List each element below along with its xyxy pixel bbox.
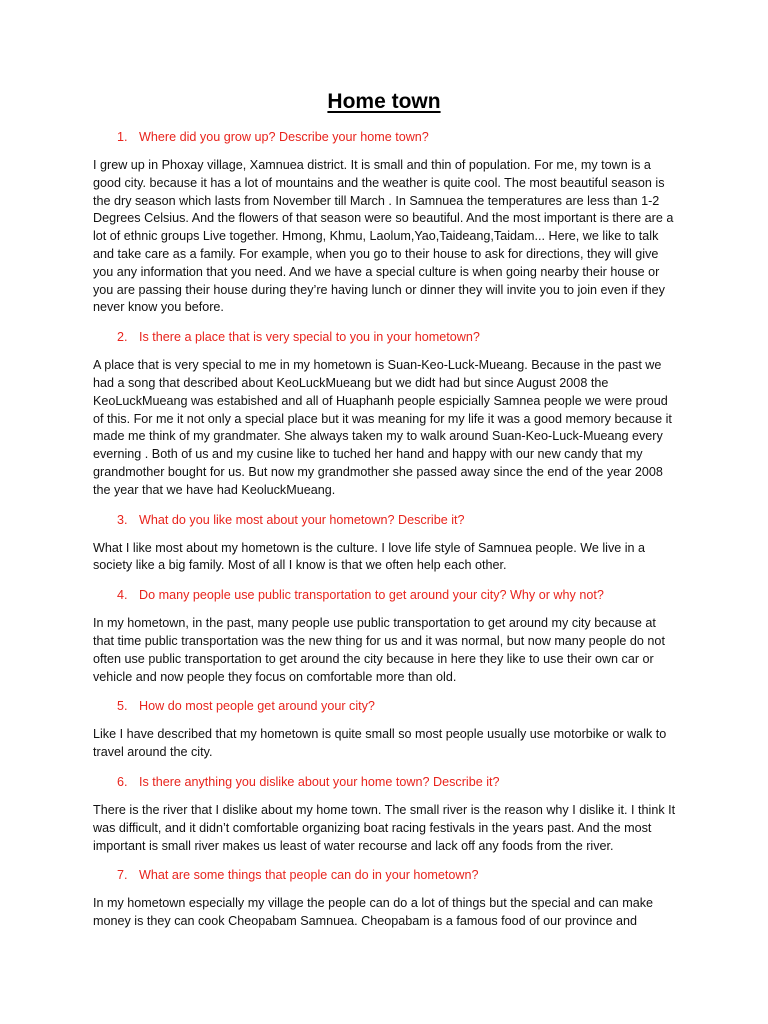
question-text: What do you like most about your hometown? Describe it? [139,512,465,527]
answer-paragraph: In my hometown especially my village the people can do a lot of things but the special and can make money is they can cook Cheopabam Samnuea. Cheopabam is a famous food of our province and [93,896,654,929]
question-number: 6. [117,774,128,789]
question-number: 7. [117,868,128,883]
page-title: Home town [327,90,441,113]
qa-section-4 [93,586,678,686]
qa-section-1 [93,128,678,317]
answer-paragraph: A place that is very special to me in my hometown is Suan-Keo-Luck-Mueang. Because in the past we had a song that described about KeoLuckMueang but we didt had but since August 2008 the KeoLuckMueang was estabished and all of Huaphanh people espicially Samnea people we were proud of this. For me it not only a special place but it was meaning for my life it was a good memory because it made me think of my grandmater. She always taken my to walk around Suan-Keo-Luck-Mueang every everning . Both of us and my cusine like to tuched her hand and happy with our new candy that my grandmother bought for us. But now my grandmother she passed away since the end of the year 2008 the year that we have had KeoluckMueang. [93,358,672,497]
answer-paragraph: What I like most about my hometown is the culture. I love life style of Samnuea people. We live in a society like a big family. Most of all I know is that we often help each other. [93,540,646,573]
question-heading [117,866,678,884]
document-body [93,128,678,942]
qa-section-7 [93,866,678,931]
question-number: 2. [117,330,128,345]
answer-paragraph: Like I have described that my hometown is quite small so most people usually use motorbike or walk to travel around the city. [93,727,667,760]
question-heading [117,697,678,715]
answer-paragraph: I grew up in Phoxay village, Xamnuea district. It is small and thin of population. For me, my town is a good city. because it has a lot of mountains and the weather is quite cool. The most beautiful season is the dry season which lasts from November till March . In Samnuea the temperatures are less than 1-2 Degrees Celsius. And the flowers of that season were so beautiful. And the most important is there are a lot of ethnic groups Live together. Hmong, Khmu, Laolum,Yao,Taideang,Taidam... Here, we like to talk and take care as a family. For example, when you go to their house to ask for directions, they will give you any information that you need. And we have a special culture is when going nearby their house or you are passing their house during they’re having lunch or dinner they will invite you to join even if they never know you before. [93,158,674,315]
question-number: 1. [117,130,128,144]
question-text: Is there anything you dislike about your home town? Describe it? [139,774,500,789]
question-number: 3. [117,512,128,527]
qa-section-6 [93,773,678,855]
qa-section-2 [93,328,678,499]
question-text: Do many people use public transportation to get around your city? Why or why not? [139,588,604,603]
question-number: 4. [117,588,128,603]
question-heading [117,328,678,346]
question-heading [117,586,678,604]
qa-section-5 [93,697,678,762]
question-text: How do most people get around your city? [139,699,375,714]
answer-paragraph: There is the river that I dislike about my home town. The small river is the reason why I dislike it. I think It was difficult, and it didn’t comfortable organizing boat racing festivals in the years past. And the most important is small river makes us least of water recourse and lack off any foods from the river. [93,802,676,853]
answer-paragraph: In my hometown, in the past, many people use public transportation to get around my city because at that time public transportation was the new thing for us and it was normal, but now many people do not often use public transportation to get around the city because in here they like to use their own car or vehicle and now people they focus on comfortable more than old. [93,616,665,684]
question-heading [117,128,678,146]
qa-section-3 [93,511,678,576]
question-heading [117,773,678,791]
question-text: Where did you grow up? Describe your home town? [139,130,429,144]
question-heading [117,511,678,529]
question-number: 5. [117,699,128,714]
question-text: What are some things that people can do in your hometown? [139,868,479,883]
question-text: Is there a place that is very special to you in your hometown? [139,330,480,345]
